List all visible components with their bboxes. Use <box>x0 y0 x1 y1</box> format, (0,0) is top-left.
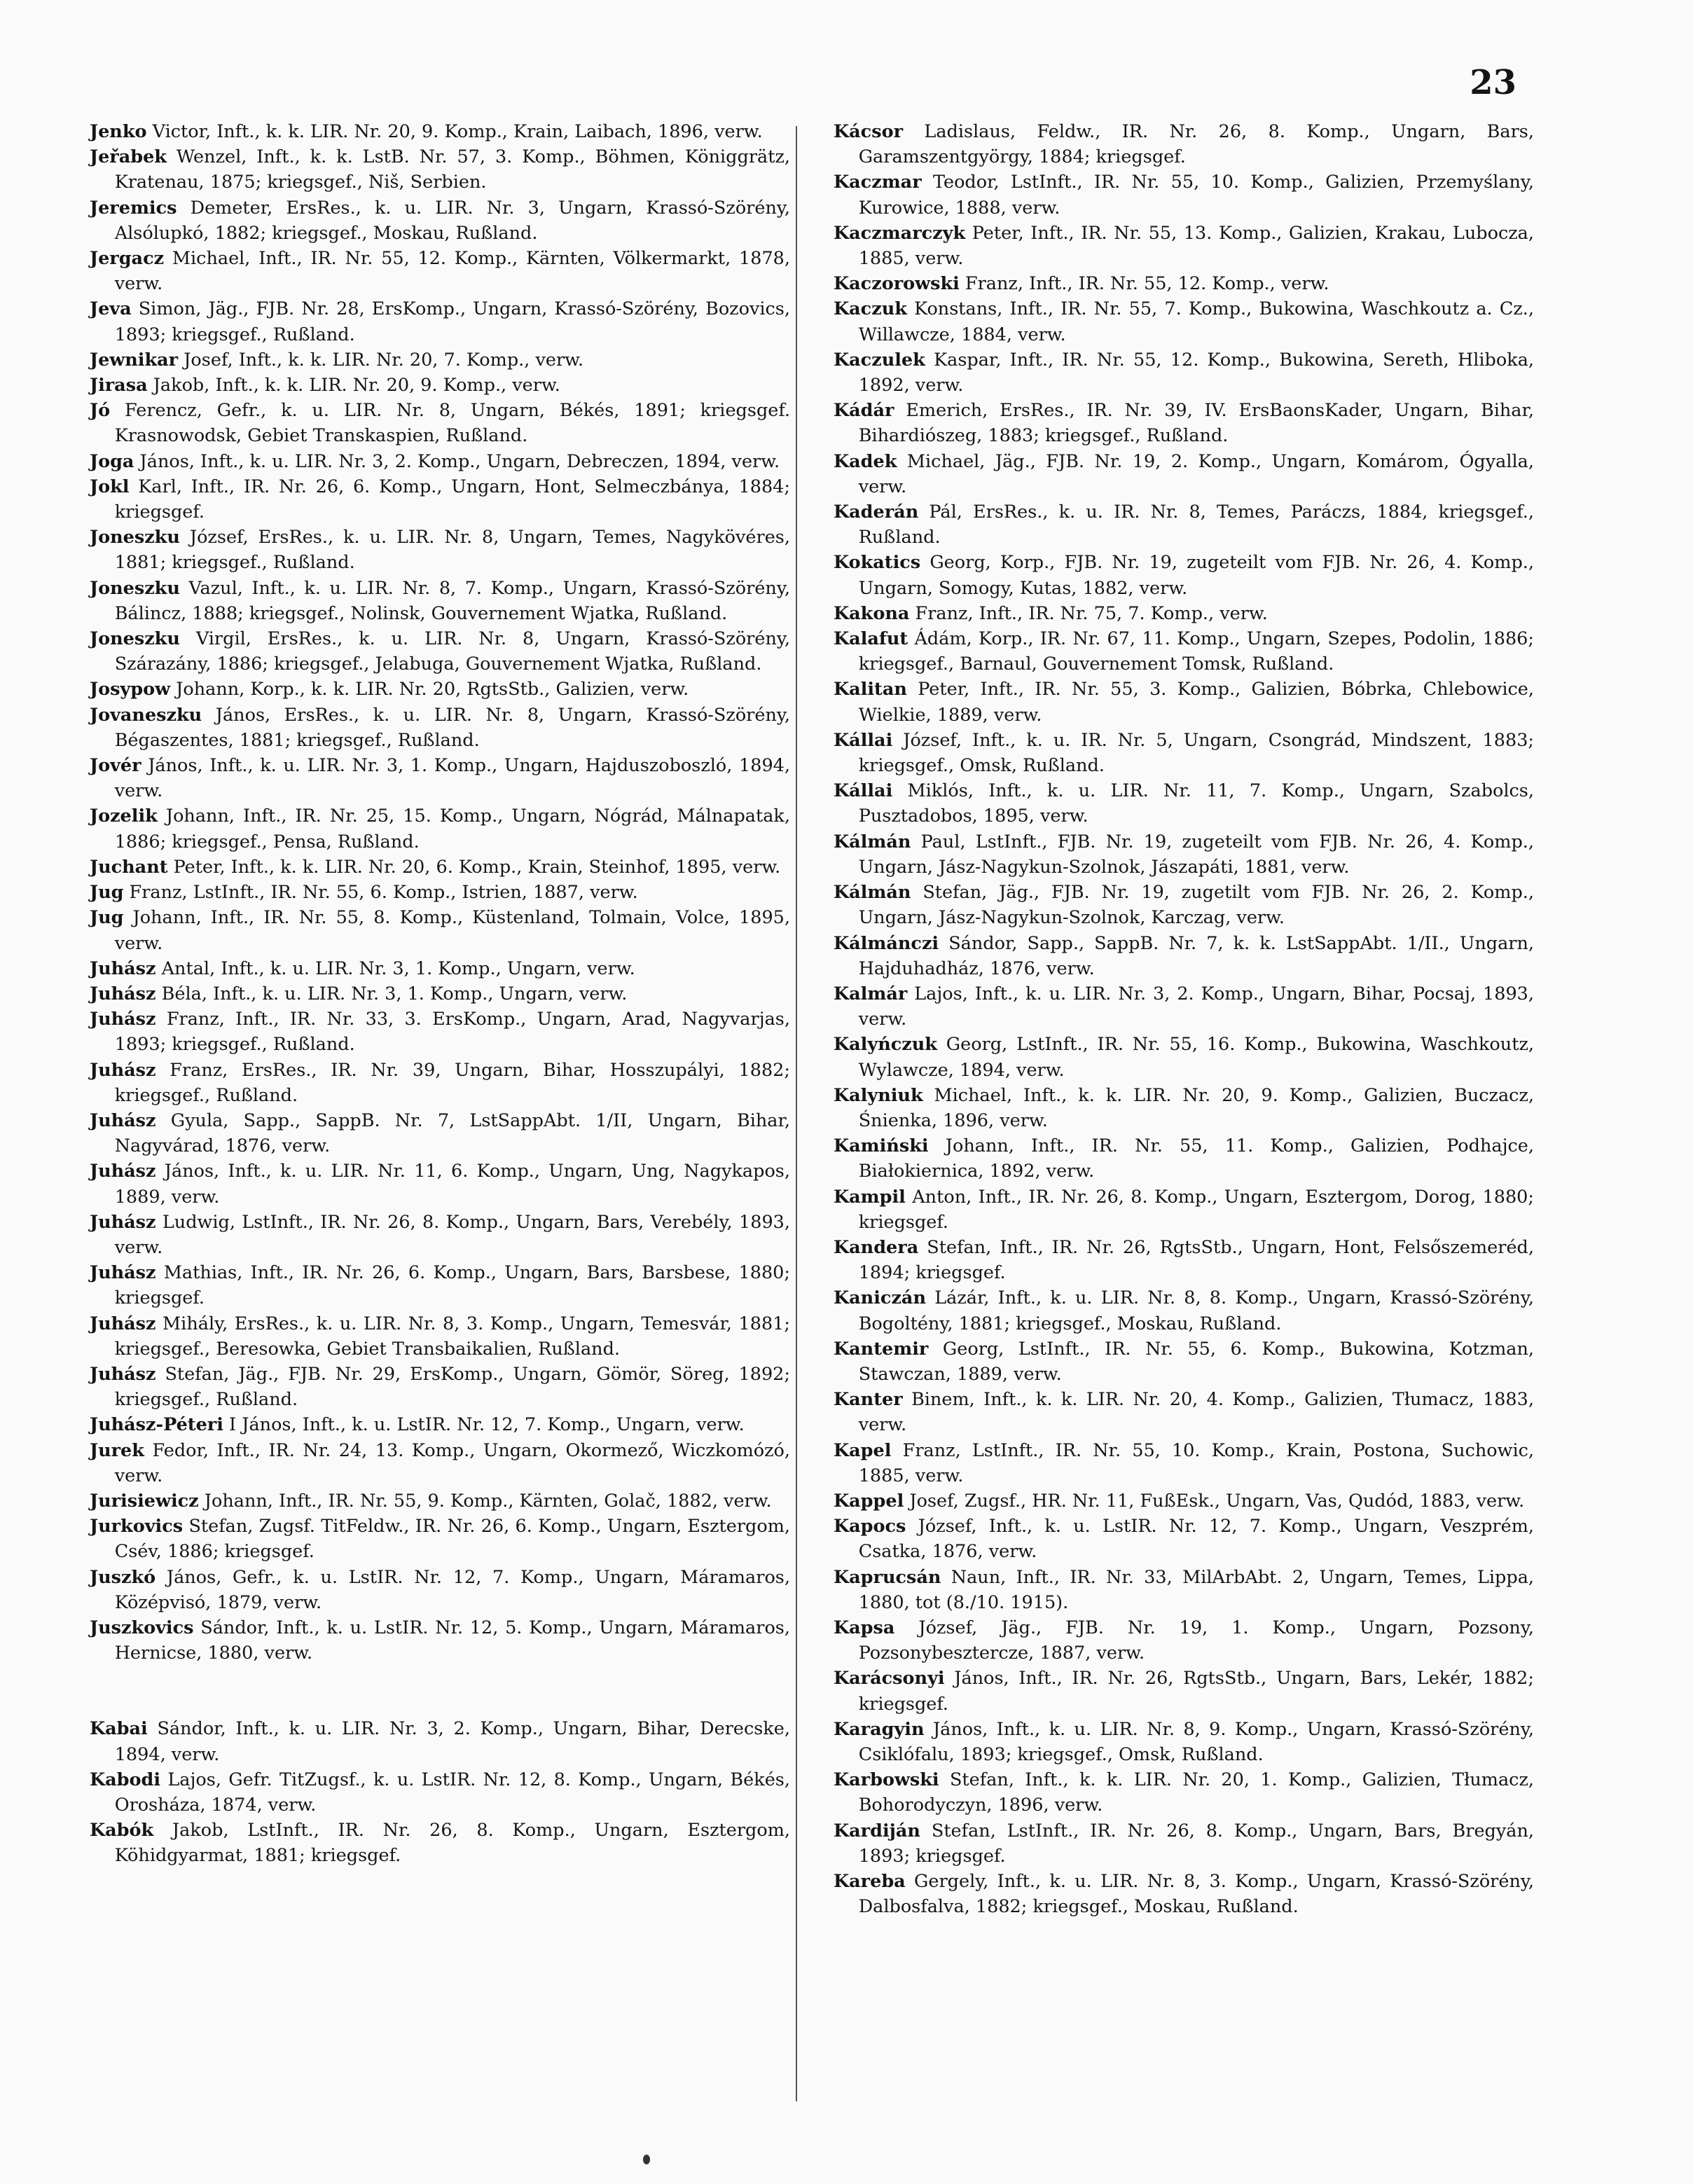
entry-details: Konstans, Inft., IR. Nr. 55, 7. Komp., Bukowina, Waschkoutz a. Cz., Willawcze, 1884, verw. <box>858 298 1534 345</box>
entry-details: Michael, Inft., k. k. LIR. Nr. 20, 9. Komp., Galizien, Buczacz, Śnienka, 1896, verw. <box>858 1084 1534 1131</box>
page-number: 23 <box>1470 63 1516 102</box>
entry-surname: Juhász <box>90 1110 156 1131</box>
entry-surname: Juhász <box>90 1059 156 1081</box>
print-speck <box>643 2155 650 2164</box>
register-entry <box>834 1083 1534 1133</box>
register-entry <box>90 195 790 246</box>
entry-surname: Kalyńczuk <box>834 1034 937 1056</box>
register-entry <box>834 347 1534 398</box>
entry-surname: Kandera <box>834 1236 919 1258</box>
entry-surname: Kapel <box>834 1439 892 1461</box>
register-entry <box>834 550 1534 600</box>
register-entry <box>90 855 790 880</box>
entry-surname: Juhász <box>90 1161 156 1182</box>
entry-surname: Kabók <box>90 1820 154 1841</box>
register-entry <box>834 778 1534 829</box>
register-entry <box>834 1514 1534 1564</box>
register-entry <box>834 1869 1534 1919</box>
entry-surname: Juhász <box>90 1313 156 1334</box>
entry-surname: Kalyniuk <box>834 1084 923 1106</box>
entry-details: Sándor, Sapp., SappB. Nr. 7, k. k. LstSappAbt. 1/II., Ungarn, Hajduhadház, 1876, verw. <box>858 932 1535 979</box>
entry-details: Antal, Inft., k. u. LIR. Nr. 3, 1. Komp., Ungarn, verw. <box>161 958 635 979</box>
entry-surname: Jug <box>90 882 124 904</box>
entry-surname: Kalafut <box>834 628 908 650</box>
entry-details: János, Inft., k. u. LIR. Nr. 8, 9. Komp., Ungarn, Krassó-Szörény, Csiklófalu, 1893; kriegsgef., Omsk, Rußland. <box>858 1718 1535 1765</box>
entry-details: János, Inft., k. u. LIR. Nr. 3, 2. Komp., Ungarn, Debreczen, 1894, verw. <box>139 450 780 472</box>
entry-surname: Kakona <box>834 602 910 624</box>
entry-details: Mihály, ErsRes., k. u. LIR. Nr. 8, 3. Komp., Ungarn, Temesvár, 1881; kriegsgef., Beresowka, Gebiet Transbaikalien, Rußland. <box>114 1313 790 1360</box>
entry-surname: Jenko <box>90 121 147 142</box>
entry-details: Johann, Inft., IR. Nr. 25, 15. Komp., Ungarn, Nógrád, Málnapatak, 1886; kriegsgef., Pensa, Rußland. <box>114 806 790 852</box>
entry-details: Peter, Inft., k. k. LIR. Nr. 20, 6. Komp., Krain, Steinhof, 1895, verw. <box>173 856 781 878</box>
register-entry <box>90 296 790 347</box>
entry-details: Sándor, Inft., k. u. LIR. Nr. 3, 2. Komp., Ungarn, Bihar, Derecske, 1894, verw. <box>114 1718 791 1765</box>
register-entry <box>834 931 1534 981</box>
entry-surname: Juhász <box>90 958 156 979</box>
entry-surname: Karácsonyi <box>834 1668 945 1689</box>
entry-details: Stefan, Jäg., FJB. Nr. 19, zugetilt vom FJB. Nr. 26, 2. Komp., Ungarn, Jász-Nagykun-Szolnok, Karczag, verw. <box>858 882 1534 929</box>
register-entry <box>834 221 1534 271</box>
register-entry <box>90 474 790 525</box>
register-entry <box>834 1032 1534 1082</box>
entry-surname: Kabodi <box>90 1769 161 1790</box>
register-entry <box>90 1438 790 1488</box>
entry-details: János, ErsRes., k. u. LIR. Nr. 8, Ungarn, Krassó-Szörény, Bégaszentes, 1881; kriegsgef., Rußland. <box>114 704 790 751</box>
register-entry <box>90 1260 790 1311</box>
register-entry <box>834 1818 1534 1869</box>
register-entry <box>90 1159 790 1209</box>
register-entry <box>90 1362 790 1412</box>
entry-details: Peter, Inft., IR. Nr. 55, 13. Komp., Galizien, Krakau, Lubocza, 1885, verw. <box>858 222 1534 270</box>
entry-surname: Kapocs <box>834 1516 906 1537</box>
entry-details: Josef, Inft., k. k. LIR. Nr. 20, 7. Komp., verw. <box>184 349 584 371</box>
entry-surname: Jeřabek <box>90 146 167 168</box>
entry-surname: Juszkó <box>90 1566 156 1588</box>
entry-details: Franz, Inft., IR. Nr. 75, 7. Komp., verw. <box>915 602 1268 624</box>
entry-surname: Kantemir <box>834 1338 929 1360</box>
entry-surname: Kálmánczi <box>834 932 939 954</box>
entry-surname: Kaprucsán <box>834 1566 941 1588</box>
register-entry <box>90 246 790 296</box>
entry-surname: Juhász <box>90 1363 156 1385</box>
entry-details: Virgil, ErsRes., k. u. LIR. Nr. 8, Ungarn, Krassó-Szörény, Szárazány, 1886; kriegsgef., Jelabuga, Gouvernement Wjatka, Rußland. <box>114 628 790 675</box>
entry-details: Johann, Inft., IR. Nr. 55, 9. Komp., Kärnten, Golač, 1882, verw. <box>204 1490 772 1512</box>
entry-surname: Kádár <box>834 400 894 422</box>
register-entry <box>834 398 1534 448</box>
entry-surname: Kanter <box>834 1389 903 1411</box>
right-entry-list <box>834 119 1534 1919</box>
entry-details: Michael, Jäg., FJB. Nr. 19, 2. Komp., Ungarn, Komárom, Ógyalla, verw. <box>858 450 1534 497</box>
register-entry <box>90 753 790 803</box>
entry-details: Stefan, Jäg., FJB. Nr. 29, ErsKomp., Ungarn, Gömör, Söreg, 1892; kriegsgef., Rußland. <box>114 1363 790 1411</box>
entry-details: János, Gefr., k. u. LstIR. Nr. 12, 7. Komp., Ungarn, Máramaros, Középvisó, 1879, verw. <box>114 1566 790 1613</box>
entry-surname: Jurkovics <box>90 1516 184 1537</box>
register-entry <box>90 1767 790 1818</box>
entry-surname: Kareba <box>834 1871 906 1893</box>
entry-details: Emerich, ErsRes., IR. Nr. 39, IV. ErsBaonsKader, Ungarn, Bihar, Bihardiószeg, 1883; kriegsgef., Rußland. <box>858 400 1534 447</box>
entry-surname: Jug <box>90 907 124 929</box>
entry-details: Victor, Inft., k. k. LIR. Nr. 20, 9. Komp., Krain, Laibach, 1896, verw. <box>152 121 763 142</box>
entry-details: Binem, Inft., k. k. LIR. Nr. 20, 4. Komp., Galizien, Tłumacz, 1883, verw. <box>858 1389 1534 1436</box>
entry-details: Jakob, Inft., k. k. LIR. Nr. 20, 9. Komp., verw. <box>153 375 560 396</box>
register-entry <box>834 449 1534 499</box>
register-entry <box>90 144 790 195</box>
entry-details: I János, Inft., k. u. LstIR. Nr. 12, 7. Komp., Ungarn, verw. <box>229 1414 745 1436</box>
entry-surname: Juhász <box>90 1211 156 1233</box>
register-entry <box>90 905 790 955</box>
entry-surname: Kapsa <box>834 1617 895 1638</box>
entry-surname: Karagyin <box>834 1718 925 1740</box>
right-column <box>834 119 1534 1919</box>
entry-details: Naun, Inft., IR. Nr. 33, MilArbAbt. 2, Ungarn, Temes, Lippa, 1880, tot (8./10. 1915). <box>858 1566 1534 1613</box>
left-entry-list-k <box>90 1716 790 1868</box>
register-entry <box>834 728 1534 778</box>
register-entry <box>834 1717 1534 1767</box>
register-entry <box>90 981 790 1007</box>
register-entry <box>90 880 790 905</box>
entry-details: Pál, ErsRes., k. u. IR. Nr. 8, Temes, Paráczs, 1884, kriegsgef., Rußland. <box>858 502 1534 548</box>
entry-details: Ferencz, Gefr., k. u. LIR. Nr. 8, Ungarn, Békés, 1891; kriegsgef. Krasnowodsk, Gebiet Transkaspien, Rußland. <box>114 400 790 447</box>
entry-details: Johann, Inft., IR. Nr. 55, 8. Komp., Küstenland, Tolmain, Volce, 1895, verw. <box>114 907 791 954</box>
entry-surname: Kokatics <box>834 552 921 574</box>
register-entry <box>90 373 790 398</box>
entry-details: Franz, LstInft., IR. Nr. 55, 10. Komp., Krain, Postona, Suchowic, 1885, verw. <box>858 1439 1534 1486</box>
entry-details: Anton, Inft., IR. Nr. 26, 8. Komp., Ungarn, Esztergom, Dorog, 1880; kriegsgef. <box>858 1186 1534 1233</box>
entry-surname: Jokl <box>90 476 130 497</box>
entry-details: Sándor, Inft., k. u. LstIR. Nr. 12, 5. Komp., Ungarn, Máramaros, Hernicse, 1880, verw. <box>114 1617 790 1664</box>
entry-surname: Kállai <box>834 729 893 751</box>
entry-surname: Josypow <box>90 679 171 700</box>
entry-details: Vazul, Inft., k. u. LIR. Nr. 8, 7. Komp., Ungarn, Krassó-Szörény, Bálincz, 1888; kriegsgef., Nolinsk, Gouvernement Wjatka, Rußland. <box>114 577 790 624</box>
register-entry <box>90 1565 790 1615</box>
register-entry <box>834 119 1534 170</box>
entry-surname: Kaczulek <box>834 349 925 371</box>
entry-details: József, Inft., k. u. IR. Nr. 5, Ungarn, Csongrád, Mindszent, 1883; kriegsgef., Omsk, Rußland. <box>858 729 1535 777</box>
entry-details: János, Inft., k. u. LIR. Nr. 11, 6. Komp., Ungarn, Ung, Nagykapos, 1889, verw. <box>114 1161 790 1208</box>
entry-surname: Juhász <box>90 1262 156 1284</box>
register-entry <box>834 1438 1534 1488</box>
entry-surname: Kardiján <box>834 1820 920 1841</box>
entry-surname: Kaderán <box>834 502 919 523</box>
register-entry <box>834 1565 1534 1615</box>
register-entry <box>834 1387 1534 1437</box>
entry-details: Johann, Inft., IR. Nr. 55, 11. Komp., Galizien, Podhajce, Białokiernica, 1892, verw. <box>858 1135 1534 1182</box>
register-entry <box>834 1184 1534 1235</box>
register-entry <box>834 1285 1534 1336</box>
entry-surname: Jeremics <box>90 197 177 219</box>
entry-surname: Kaczmar <box>834 172 922 193</box>
register-entry <box>90 1615 790 1666</box>
entry-details: Gergely, Inft., k. u. LIR. Nr. 8, 3. Komp., Ungarn, Krassó-Szörény, Dalbosfalva, 1882; kriegsgef., Moskau, Rußland. <box>858 1871 1534 1918</box>
entry-details: Ludwig, LstInft., IR. Nr. 26, 8. Komp., Ungarn, Bars, Verebély, 1893, verw. <box>114 1211 790 1258</box>
entry-surname: Kaczorowski <box>834 273 960 295</box>
entry-details: Wenzel, Inft., k. k. LstB. Nr. 57, 3. Komp., Böhmen, Königgrätz, Kratenau, 1875; kriegsgef., Niš, Serbien. <box>114 146 790 193</box>
entry-surname: Juszkovics <box>90 1617 194 1638</box>
entry-details: János, Inft., IR. Nr. 26, RgtsStb., Ungarn, Bars, Lekér, 1882; kriegsgef. <box>858 1668 1534 1715</box>
entry-details: Franz, ErsRes., IR. Nr. 39, Ungarn, Bihar, Hosszupályi, 1882; kriegsgef., Rußland. <box>114 1059 790 1106</box>
register-entry <box>90 803 790 854</box>
register-entry <box>834 296 1534 347</box>
entry-details: Peter, Inft., IR. Nr. 55, 3. Komp., Galizien, Bóbrka, Chlebowice, Wielkie, 1889, verw. <box>858 679 1535 726</box>
entry-details: Karl, Inft., IR. Nr. 26, 6. Komp., Ungarn, Hont, Selmeczbánya, 1884; kriegsgef. <box>114 476 790 523</box>
entry-surname: Kabai <box>90 1718 148 1740</box>
entry-details: Kaspar, Inft., IR. Nr. 55, 12. Komp., Bukowina, Sereth, Hliboka, 1892, verw. <box>858 349 1534 396</box>
entry-surname: Jergacz <box>90 248 165 270</box>
entry-details: Demeter, ErsRes., k. u. LIR. Nr. 3, Ungarn, Krassó-Szörény, Alsólupkó, 1882; kriegsgef., Moskau, Rußland. <box>114 197 791 244</box>
entry-details: Josef, Zugsf., HR. Nr. 11, FußEsk., Ungarn, Vas, Qudód, 1883, verw. <box>909 1490 1525 1512</box>
entry-details: Paul, LstInft., FJB. Nr. 19, zugeteilt vom FJB. Nr. 26, 4. Komp., Ungarn, Jász-Nagykun-Szolnok, Jászapáti, 1881, verw. <box>858 831 1534 878</box>
entry-surname: Jozelik <box>90 806 158 827</box>
register-entry <box>90 576 790 626</box>
register-entry <box>90 525 790 575</box>
register-entry <box>834 601 1534 626</box>
entry-details: Franz, Inft., IR. Nr. 33, 3. ErsKomp., Ungarn, Arad, Nagyvarjas, 1893; kriegsgef., Rußland. <box>114 1009 790 1056</box>
entry-surname: Kácsor <box>834 121 904 142</box>
entry-details: Lajos, Inft., k. u. LIR. Nr. 3, 2. Komp., Ungarn, Bihar, Pocsaj, 1893, verw. <box>858 983 1534 1030</box>
entry-details: József, Jäg., FJB. Nr. 19, 1. Komp., Ungarn, Pozsony, Pozsonybesztercze, 1887, verw. <box>858 1617 1534 1664</box>
register-entry <box>90 626 790 677</box>
register-entry <box>834 271 1534 296</box>
entry-details: Michael, Inft., IR. Nr. 55, 12. Komp., Kärnten, Völkermarkt, 1878, verw. <box>114 248 791 295</box>
left-entry-list <box>90 119 790 1666</box>
entry-details: Stefan, Inft., IR. Nr. 26, RgtsStb., Ungarn, Hont, Felsőszemeréd, 1894; kriegsgef. <box>858 1236 1534 1284</box>
register-entry <box>834 1235 1534 1285</box>
register-entry <box>834 829 1534 880</box>
register-entry <box>90 1514 790 1564</box>
entry-surname: Jirasa <box>90 375 148 396</box>
register-entry <box>834 1615 1534 1666</box>
left-column <box>90 119 790 1869</box>
entry-surname: Kállai <box>834 780 893 802</box>
register-entry <box>90 1818 790 1868</box>
entry-surname: Kamiński <box>834 1135 929 1157</box>
register-entry <box>90 1007 790 1057</box>
entry-details: Georg, LstInft., IR. Nr. 55, 6. Komp., Bukowina, Kotzman, Stawczan, 1889, verw. <box>858 1338 1534 1385</box>
register-entry <box>834 880 1534 930</box>
register-entry <box>90 1716 790 1767</box>
entry-surname: Jurek <box>90 1439 144 1461</box>
entry-surname: Juchant <box>90 856 168 878</box>
register-entry <box>90 1108 790 1159</box>
register-entry <box>90 677 790 702</box>
entry-details: Stefan, Zugsf. TitFeldw., IR. Nr. 26, 6. Komp., Ungarn, Esztergom, Csév, 1886; kriegsgef. <box>114 1516 790 1563</box>
entry-surname: Kappel <box>834 1490 904 1512</box>
register-entry <box>834 677 1534 727</box>
entry-surname: Joneszku <box>90 628 180 650</box>
entry-surname: Joneszku <box>90 577 180 599</box>
register-entry <box>90 1311 790 1362</box>
entry-details: József, Inft., k. u. LstIR. Nr. 12, 7. Komp., Ungarn, Veszprém, Csatka, 1876, verw. <box>858 1516 1534 1563</box>
entry-surname: Kalitan <box>834 679 907 700</box>
entry-surname: Joneszku <box>90 527 180 548</box>
entry-surname: Jeva <box>90 298 132 320</box>
entry-surname: Juhász <box>90 1009 156 1030</box>
register-entry <box>834 626 1534 677</box>
entry-surname: Kálmán <box>834 882 911 904</box>
entry-surname: Jovaneszku <box>90 704 202 726</box>
register-entry <box>90 347 790 373</box>
column-divider <box>796 126 797 2101</box>
entry-surname: Juhász <box>90 983 156 1004</box>
register-entry <box>834 170 1534 220</box>
entry-surname: Joga <box>90 450 134 472</box>
entry-details: Johann, Korp., k. k. LIR. Nr. 20, RgtsStb., Galizien, verw. <box>176 679 689 700</box>
entry-surname: Jó <box>90 400 111 422</box>
entry-details: Georg, Korp., FJB. Nr. 19, zugeteilt vom FJB. Nr. 26, 4. Komp., Ungarn, Somogy, Kutas, 1882, verw. <box>858 552 1534 599</box>
entry-details: Simon, Jäg., FJB. Nr. 28, ErsKomp., Ungarn, Krassó-Szörény, Bozovics, 1893; kriegsgef., Rußland. <box>114 298 790 345</box>
entry-details: Gyula, Sapp., SappB. Nr. 7, LstSappAbt. 1/II, Ungarn, Bihar, Nagyvárad, 1876, verw. <box>114 1110 790 1157</box>
register-entry <box>834 499 1534 550</box>
entry-details: Fedor, Inft., IR. Nr. 24, 13. Komp., Ungarn, Okormező, Wiczkomózó, verw. <box>114 1439 790 1486</box>
register-entry <box>834 1133 1534 1184</box>
register-entry <box>834 1336 1534 1387</box>
register-entry <box>90 1488 790 1514</box>
entry-details: János, Inft., k. u. LIR. Nr. 3, 1. Komp., Ungarn, Hajduszoboszló, 1894, verw. <box>114 755 790 802</box>
entry-details: Teodor, LstInft., IR. Nr. 55, 10. Komp., Galizien, Przemyślany, Kurowice, 1888, verw. <box>858 172 1534 219</box>
entry-surname: Karbowski <box>834 1769 939 1791</box>
register-entry <box>834 1767 1534 1818</box>
register-entry <box>90 1058 790 1108</box>
entry-details: Béla, Inft., k. u. LIR. Nr. 3, 1. Komp., Ungarn, verw. <box>161 983 628 1004</box>
entry-surname: Kaczmarczyk <box>834 222 966 244</box>
entry-details: Lázár, Inft., k. u. LIR. Nr. 8, 8. Komp., Ungarn, Krassó-Szörény, Bogoltény, 1881; kriegsgef., Moskau, Rußland. <box>858 1287 1534 1334</box>
register-entry <box>90 1210 790 1260</box>
entry-surname: Juhász-Péteri <box>90 1414 223 1436</box>
entry-details: Mathias, Inft., IR. Nr. 26, 6. Komp., Ungarn, Bars, Barsbese, 1880; kriegsgef. <box>114 1262 790 1309</box>
register-entry <box>90 398 790 448</box>
entry-surname: Kampil <box>834 1186 906 1208</box>
entry-details: Ádám, Korp., IR. Nr. 67, 11. Komp., Ungarn, Szepes, Podolin, 1886; kriegsgef., Barnaul, Gouvernement Tomsk, Rußland. <box>858 628 1534 675</box>
register-entry <box>90 449 790 474</box>
entry-details: Lajos, Gefr. TitZugsf., k. u. LstIR. Nr. 12, 8. Komp., Ungarn, Békés, Orosháza, 1874, verw. <box>114 1769 790 1816</box>
section-gap <box>90 1666 790 1716</box>
entry-surname: Kaczuk <box>834 298 907 320</box>
entry-details: Ladislaus, Feldw., IR. Nr. 26, 8. Komp., Ungarn, Bars, Garamszentgyörgy, 1884; kriegsgef. <box>858 121 1534 168</box>
entry-details: Franz, LstInft., IR. Nr. 55, 6. Komp., Istrien, 1887, verw. <box>129 882 638 904</box>
entry-surname: Kaniczán <box>834 1287 926 1309</box>
register-entry <box>90 1412 790 1437</box>
entry-surname: Kálmán <box>834 831 911 852</box>
entry-surname: Jewnikar <box>90 349 179 371</box>
entry-details: Georg, LstInft., IR. Nr. 55, 16. Komp., Bukowina, Waschkoutz, Wylawcze, 1894, verw. <box>858 1034 1534 1081</box>
register-entry <box>90 956 790 981</box>
register-entry <box>834 981 1534 1032</box>
entry-details: Jakob, LstInft., IR. Nr. 26, 8. Komp., Ungarn, Esztergom, Köhidgyarmat, 1881; kriegsgef. <box>114 1820 790 1867</box>
entry-details: Franz, Inft., IR. Nr. 55, 12. Komp., verw. <box>965 273 1329 295</box>
entry-details: Stefan, LstInft., IR. Nr. 26, 8. Komp., Ungarn, Bars, Bregyán, 1893; kriegsgef. <box>858 1820 1534 1867</box>
entry-surname: Kalmár <box>834 983 908 1004</box>
register-entry <box>90 119 790 144</box>
entry-surname: Kadek <box>834 450 897 472</box>
entry-details: Stefan, Inft., k. k. LIR. Nr. 20, 1. Komp., Galizien, Tłumacz, Bohorodyczyn, 1896, verw. <box>858 1769 1535 1816</box>
entry-surname: Jovér <box>90 755 141 777</box>
register-entry <box>834 1488 1534 1514</box>
register-entry <box>834 1666 1534 1716</box>
register-entry <box>90 703 790 753</box>
entry-details: József, ErsRes., k. u. LIR. Nr. 8, Ungarn, Temes, Nagykövéres, 1881; kriegsgef., Rußland. <box>114 527 790 574</box>
entry-surname: Jurisiewicz <box>90 1490 199 1512</box>
entry-details: Miklós, Inft., k. u. LIR. Nr. 11, 7. Komp., Ungarn, Szabolcs, Pusztadobos, 1895, verw. <box>858 780 1534 827</box>
